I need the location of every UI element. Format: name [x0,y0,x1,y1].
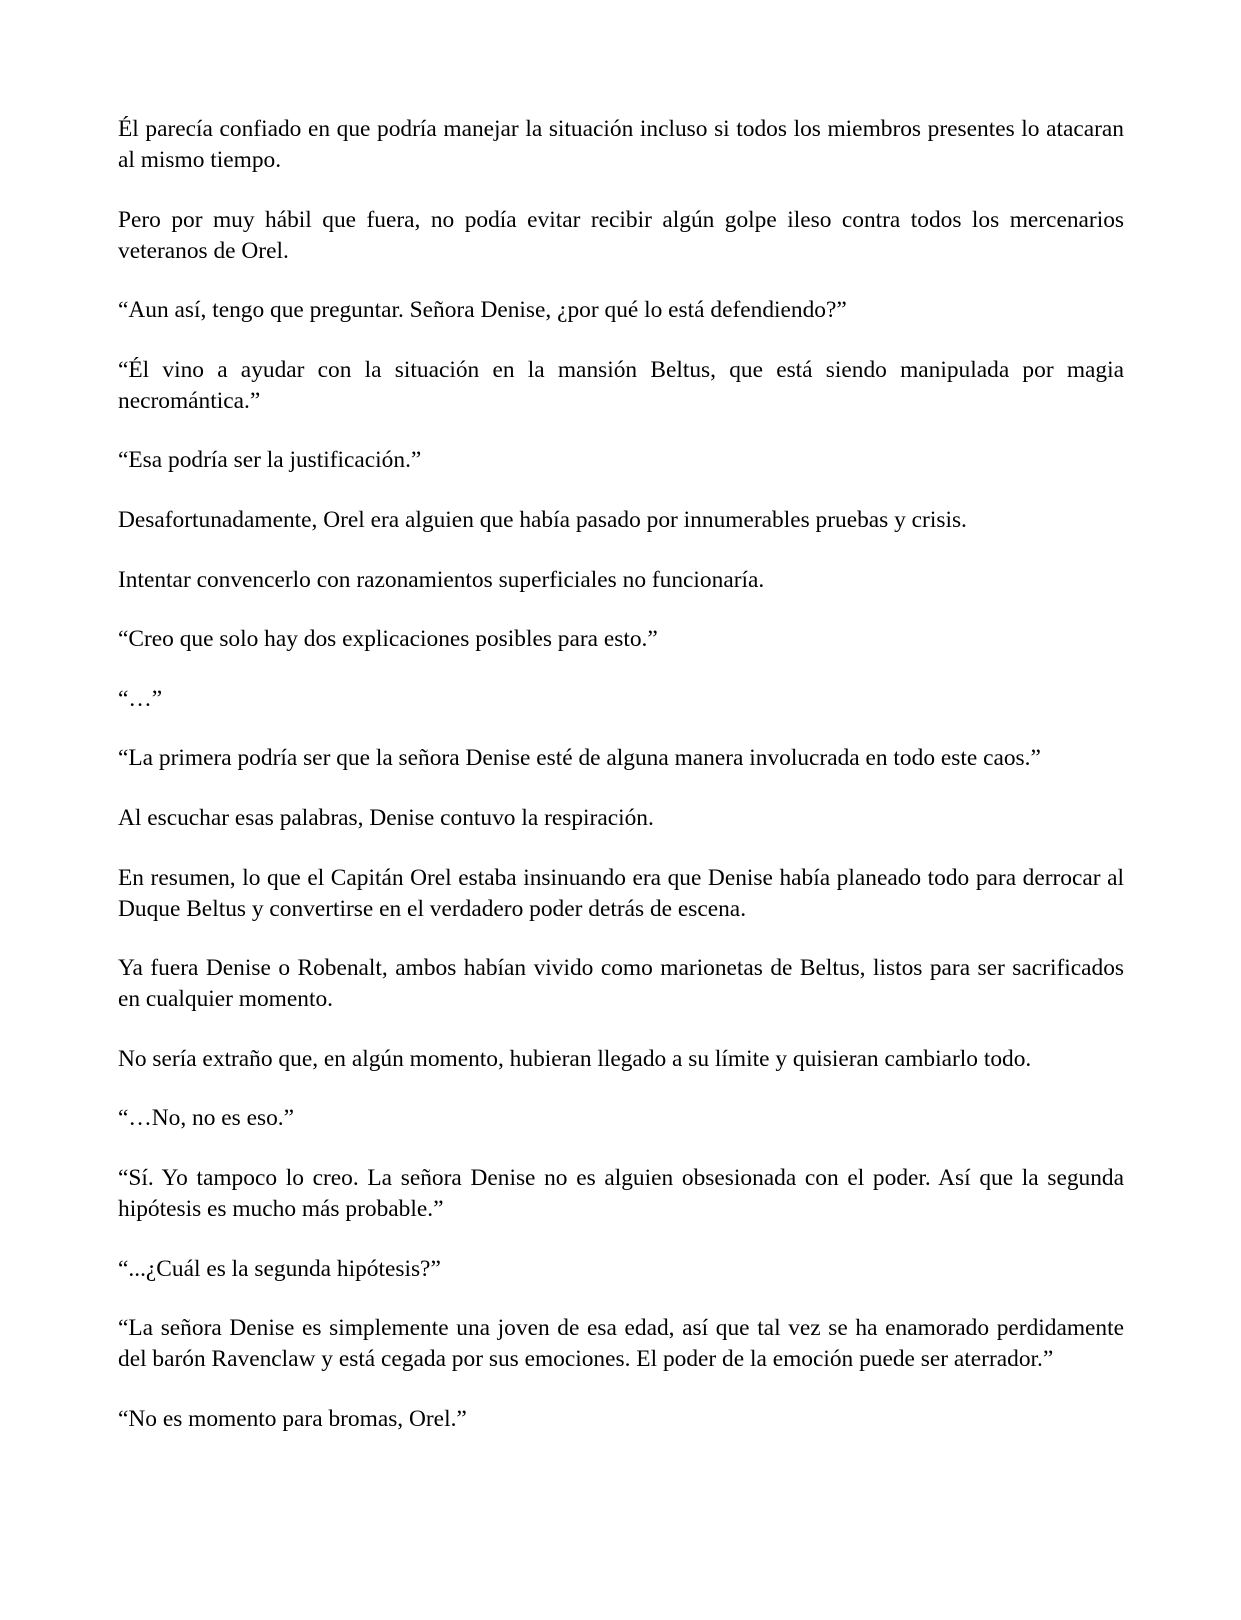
paragraph: “Aun así, tengo que preguntar. Señora Denise, ¿por qué lo está defendiendo?” [118,297,847,324]
paragraph: No sería extraño que, en algún momento, hubieran llegado a su límite y quisieran cambiarlo todo. [118,1045,1032,1072]
paragraph: “No es momento para bromas, Orel.” [118,1405,467,1432]
paragraph: “Esa podría ser la justificación.” [118,447,422,474]
paragraph: “Creo que solo hay dos explicaciones posibles para esto.” [118,626,658,653]
paragraph: “Él vino a ayudar con la situación en la mansión Beltus, que está siendo manipulada por magia necromántica.” [118,356,1124,414]
paragraph: Él parecía confiado en que podría manejar la situación incluso si todos los miembros presentes lo atacaran al mismo tiempo. [118,116,1124,173]
paragraph: Intentar convencerlo con razonamientos superficiales no funcionaría. [118,566,765,593]
document-body [118,114,1124,1463]
paragraph: “…No, no es eso.” [118,1105,295,1132]
paragraph: En resumen, lo que el Capitán Orel estaba insinuando era que Denise había planeado todo para derrocar al Duque Beltus y convertirse en el verdadero poder detrás de escena. [118,864,1124,922]
paragraph: Ya fuera Denise o Robenalt, ambos habían vivido como marionetas de Beltus, listos para ser sacrificados en cualquier momento. [118,955,1124,1013]
paragraph: “La primera podría ser que la señora Denise esté de alguna manera involucrada en todo este caos.” [118,745,1041,772]
paragraph: “…” [118,685,163,712]
paragraph: “Sí. Yo tampoco lo creo. La señora Denise no es alguien obsesionada con el poder. Así que la segunda hipótesis es mucho más probable.” [118,1164,1124,1222]
paragraph: Desafortunadamente, Orel era alguien que había pasado por innumerables pruebas y crisis. [118,506,967,533]
paragraph: “La señora Denise es simplemente una joven de esa edad, así que tal vez se ha enamorado perdidamente del barón Ravenclaw y está cegada por sus emociones. El poder de la emoción puede ser aterrador.” [118,1315,1124,1373]
paragraph: Pero por muy hábil que fuera, no podía evitar recibir algún golpe ileso contra todos los mercenarios veteranos de Orel. [118,206,1124,264]
paragraph: Al escuchar esas palabras, Denise contuvo la respiración. [118,804,654,831]
paragraph: “...¿Cuál es la segunda hipótesis?” [118,1255,441,1282]
